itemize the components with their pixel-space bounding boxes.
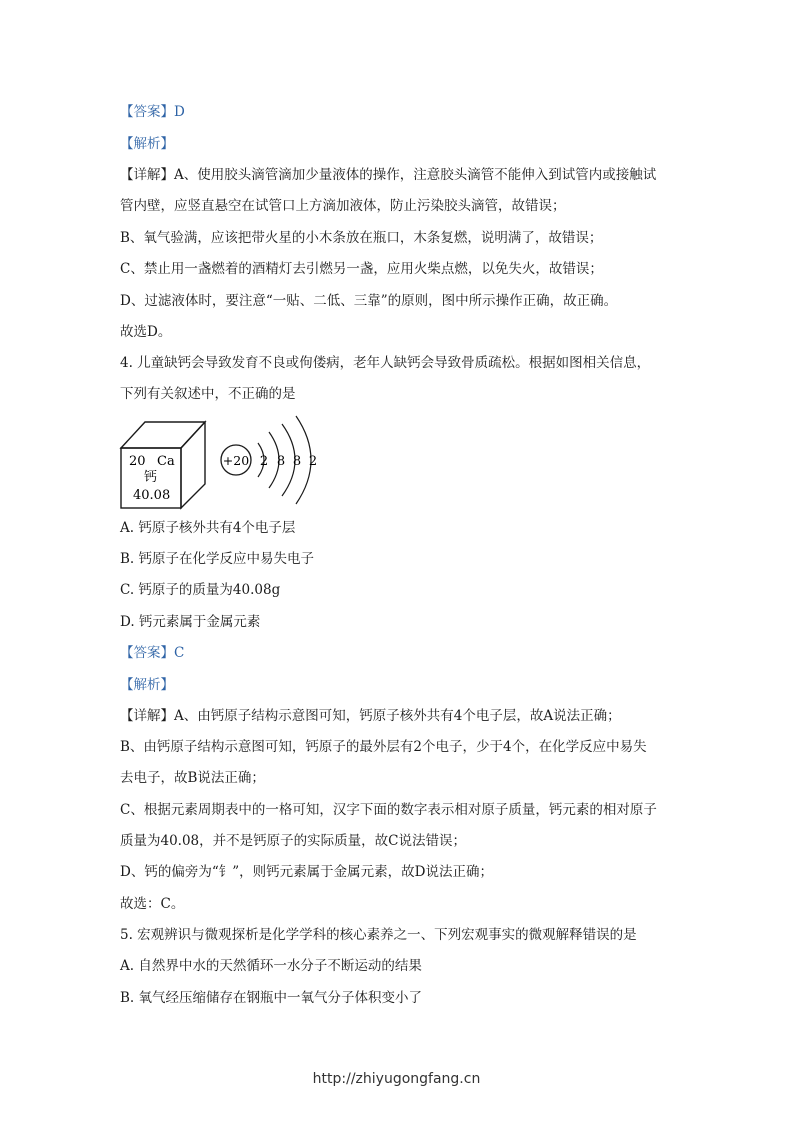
q4-detail-line-1: 【详解】A、由钙原子结构示意图可知，钙原子核外共有4个电子层，故A说法正确；: [120, 708, 621, 724]
q3-detail-line-3: B、氧气验满，应该把带火星的小木条放在瓶口，木条复燃，说明满了，故错误；: [120, 230, 603, 246]
q4-option-d: D. 钙元素属于金属元素: [120, 614, 261, 630]
shell-2-count: 8: [276, 454, 286, 469]
q4-detail-line-5: 质量为40.08，并不是钙原子的实际质量，故C说法错误；: [120, 833, 466, 849]
shell-3-count: 8: [292, 454, 302, 469]
element-symbol: Ca: [157, 454, 175, 469]
calcium-figure: [115, 410, 330, 510]
q5-stem: 5. 宏观辨识与微观探析是化学学科的核心素养之一、下列宏观事实的微观解释错误的是: [120, 927, 637, 943]
q4-conclusion: 故选：C。: [120, 896, 185, 912]
q4-stem-line-1: 4. 儿童缺钙会导致发育不良或佝偻病，老年人缺钙会导致骨质疏松。根据如图相关信息，: [120, 355, 651, 371]
q5-option-b: B. 氧气经压缩储存在钢瓶中一氧气分子体积变小了: [120, 990, 423, 1006]
q4-detail-line-4: C、根据元素周期表中的一格可知，汉字下面的数字表示相对原子质量，钙元素的相对原子: [120, 802, 657, 818]
q3-answer: 【答案】D: [120, 104, 185, 120]
q4-option-c: C. 钙原子的质量为40.08g: [120, 582, 281, 598]
q4-option-a: A. 钙原子核外共有4个电子层: [120, 520, 296, 536]
element-name: 钙: [144, 470, 158, 485]
atomic-mass: 40.08: [133, 488, 171, 503]
q3-detail-line-2: 管内壁，应竖直悬空在试管口上方滴加液体，防止污染胶头滴管，故错误；: [120, 198, 566, 214]
q4-detail-line-2: B、由钙原子结构示意图可知，钙原子的最外层有2个电子，少于4个，在化学反应中易失: [120, 739, 647, 755]
q4-stem-line-2: 下列有关叙述中，不正确的是: [120, 386, 296, 402]
q4-answer: 【答案】C: [120, 645, 185, 661]
q4-option-b: B. 钙原子在化学反应中易失电子: [120, 551, 315, 567]
q4-detail-line-3: 去电子，故B说法正确；: [120, 770, 265, 786]
shell-1-count: 2: [259, 454, 269, 469]
shell-4-count: 2: [308, 454, 318, 469]
nucleus-charge: +20: [222, 453, 250, 468]
q3-detail-line-1: 【详解】A、使用胶头滴管滴加少量液体的操作，注意胶头滴管不能伸入到试管内或接触试: [120, 167, 657, 183]
q4-detail-line-6: D、钙的偏旁为“钅”，则钙元素属于金属元素，故D说法正确；: [120, 864, 493, 880]
q3-analysis-heading: 【解析】: [120, 136, 174, 152]
q3-detail-line-4: C、禁止用一盏燃着的酒精灯去引燃另一盏，应用火柴点燃，以免失火，故错误；: [120, 261, 603, 277]
atomic-number: 20: [129, 454, 146, 469]
q5-option-a: A. 自然界中水的天然循环一水分子不断运动的结果: [120, 958, 422, 974]
q3-detail-line-5: D、过滤液体时，要注意“一贴、二低、三靠”的原则，图中所示操作正确，故正确。: [120, 293, 618, 309]
footer-url[interactable]: http://zhiyugongfang.cn: [312, 1071, 481, 1087]
q3-conclusion: 故选D。: [120, 324, 172, 340]
q4-analysis-heading: 【解析】: [120, 677, 174, 693]
